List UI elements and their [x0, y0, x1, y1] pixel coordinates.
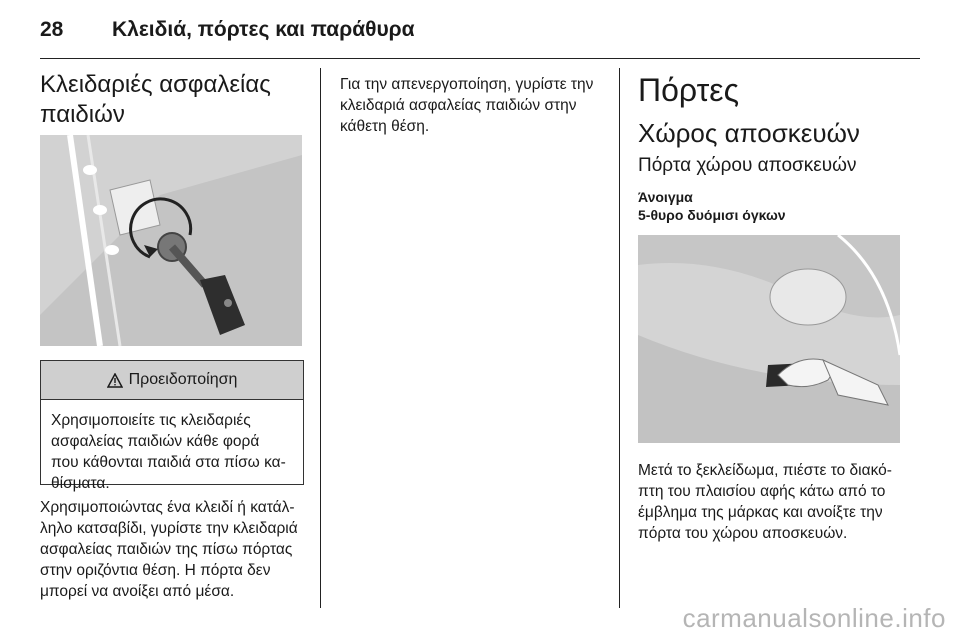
warning-triangle-icon [107, 373, 123, 388]
doors-heading: Πόρτες [638, 72, 739, 108]
body-line: κλειδαριά ασφαλείας παιδιών στην [340, 97, 577, 114]
body-line: Για την απενεργοποίηση, γυρίστε την [340, 76, 594, 93]
warning-line: που κάθονται παιδιά στα πίσω κα- [51, 454, 286, 471]
child-lock-illustration [40, 135, 302, 346]
hand-opening-tailgate-illustration [638, 235, 900, 443]
body-line: μπορεί να ανοίξει από μέσα. [40, 583, 235, 600]
chapter-title: Κλειδιά, πόρτες και παράθυρα [112, 18, 415, 41]
warning-body [41, 400, 303, 502]
body-line: Μετά το ξεκλείδωμα, πιέστε το διακό- [638, 462, 892, 479]
page-number: 28 [40, 18, 64, 41]
warning-header [41, 361, 303, 400]
warning-line: ασφαλείας παιδιών κάθε φορά [51, 433, 260, 450]
child-locks-heading-line2: παιδιών [40, 101, 125, 128]
header-divider [40, 58, 920, 59]
body-line: πτη του πλαισίου αφής κάτω από το [638, 483, 886, 500]
column-divider-left [320, 68, 321, 608]
body-line: Χρησιμοποιώντας ένα κλειδί ή κατάλ- [40, 499, 295, 516]
warning-line: θίσματα. [51, 475, 110, 492]
tailgate-instructions [638, 460, 918, 544]
column-divider-right [619, 68, 620, 608]
body-line: ληλο κατσαβίδι, γυρίστε την κλειδαριά [40, 520, 298, 537]
warning-title: Προειδοποίηση [128, 371, 238, 388]
body-line: στην οριζόντια θέση. Η πόρτα δεν [40, 562, 271, 579]
body-line: έμβλημα της μάρκας και ανοίξτε την [638, 504, 883, 521]
cargo-area-heading: Χώρος αποσκευών [638, 118, 860, 148]
deactivation-instructions [340, 74, 615, 137]
hatchback-subheading: 5-θυρο δυόμισι όγκων [638, 207, 786, 223]
tailgate-illustration [638, 235, 900, 443]
body-line: κάθετη θέση. [340, 118, 430, 135]
warning-line: Χρησιμοποιείτε τις κλειδαριές [51, 412, 251, 429]
body-line: ασφαλείας παιδιών της πίσω πόρτας [40, 541, 293, 558]
cargo-door-heading: Πόρτα χώρου αποσκευών [638, 155, 857, 176]
child-locks-heading [40, 70, 271, 130]
child-lock-instructions [40, 497, 315, 602]
child-locks-heading-line1: Κλειδαριές ασφαλείας [40, 71, 271, 98]
warning-box [40, 360, 304, 492]
body-line: πόρτα του χώρου αποσκευών. [638, 525, 848, 542]
key-in-lock-illustration [40, 135, 302, 346]
watermark: carmanualsonline.info [682, 603, 946, 633]
opening-subheading: Άνοιγμα [638, 189, 693, 205]
